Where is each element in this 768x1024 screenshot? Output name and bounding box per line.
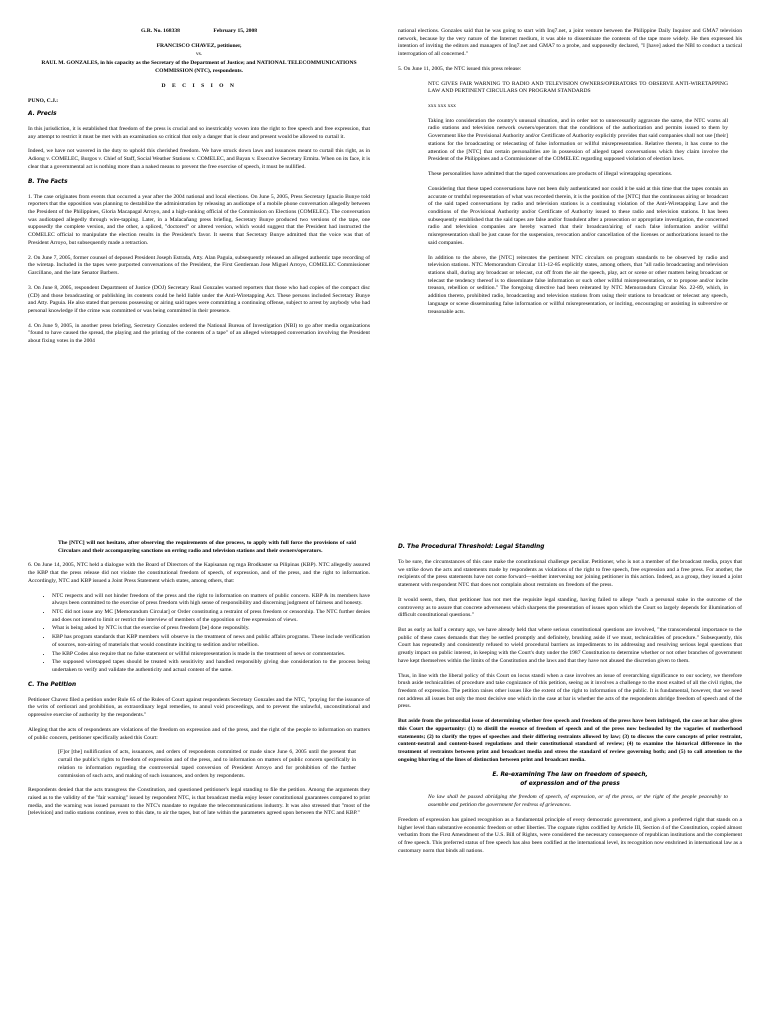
paragraph: 5. On June 11, 2005, the NTC issued this press release: [398,65,522,72]
petitioner-name: FRANCISCO CHAVEZ, petitioner, [156,42,242,49]
press-release-closing: The [NTC] will not hesitate, after observing the requirements of due process, to apply with full force the provisions of said Circulars and their accompanying sanctions on erring radio and television stations and their owners/operators. [58,540,356,554]
paragraph: Indeed, we have not wavered in the duty to uphold this cherished freedom. We have struck down laws and issuances meant to curtail this right, as in Adiong v. COMELEC, Burgos v. Chief of Staff, Social Weather Stations v. COMELEC, and Bayan v. Executive Secretary Ermita. When on its face, it is clear that a governmental act is nothing more than a naked means to prevent the free exercise of speech, it must be nullified. [28,148,370,170]
paragraph: national elections. Gonzales said that he was going to start with Inq7.net, a joint venture between the Philippine Daily Inquirer and GMA7 television network, because by the very nature of the Internet medium, it was able to disseminate the contents of the tape more widely. He then expressed his intention of inviting the editors and managers of Inq7.net and GMA7 to a probe, and supposedly declared, "I [have] asked the NBI to conduct a tactical interrogation of all concerned." [398,28,742,58]
section-d-heading: D. The Procedural Threshold: Legal Standing [398,544,545,550]
decision-heading: D E C I S I O N [161,82,237,89]
joint-statement-list [28,593,370,675]
paragraph: But as early as half a century ago, we have already held that where serious constitutional questions are involved, "the transcendental importance to the public of these cases demands that they be settled promptly and definitely, brushing aside if we must, technicalities of procedure." Subsequently, this Court has repeatedly and consistently refused to wield procedural barriers as impediments to its addressing and resolving serious legal questions that greatly impact on public interest, in keeping with the Court's duty under the 1987 Constitution to determine whether or not other branches of government have kept themselves within the limits of the Constitution and the laws and that they have not abused the discretion given to them. [398,627,742,664]
constitution-quote: No law shall be passed abridging the freedom of speech, of expression, or of the press, or the right of the people peaceably to assemble and petition the government for redress of grievances. [428,794,728,809]
paragraph: Petitioner Chavez filed a petition under Rule 65 of the Rules of Court against respondents Secretary Gonzales and the NTC, "praying for the issuance of the writs of certiorari and prohibition, as extraordinary legal remedies, to annul void proceedings, and to prevent the unlawful, unconstitutional and oppressive exercise of authority by the respondents." [28,696,370,719]
document-page-3 [0,512,384,1024]
paragraph: Freedom of expression has gained recognition as a fundamental principle of every democratic government, and given a preferred right that stands on a higher level than substantive economic freedom or other liberties. The cognate rights codified by Article III, Section 4 of the Constitution, copied almost verbatim from the First Amendment of the U.S. Bill of Rights, were considered the necessary consequence of republican institutions and the complement of free speech. This preferred status of free speech has also been codified at the international level, its recognition now enshrined in international law as a customary norm that binds all nations. [398,816,742,854]
case-header [28,28,370,36]
list-item: • The KBP Codes also require that no false statement or willful misrepresentation is made in the treatment of news or commentaries. [52,651,370,659]
section-c-heading: C. The Petition [28,681,77,688]
versus-label: vs. [195,51,203,58]
paragraph: It would seem, then, that petitioner has not met the requisite legal standing, having failed to allege "such a personal stake in the outcome of the controversy as to assure that concrete adverseness which sharpens the presentation of issues upon which the Court so largely depends for illumination of difficult constitutional questions." [398,596,742,619]
list-item: • What is being asked by NTC is that the exercise of press freedom [be] done responsibly. [52,625,370,633]
section-e-heading: E. Re-examining The law on freedom of speech, [492,771,648,778]
section-e-subheading: of expression and of the press [520,780,620,787]
paragraph: Respondents denied that the acts transgress the Constitution, and questioned petitioner's legal standing to file the petition. Among the arguments they raised as to the validity of the "fair warning" issued by respondent NTC, is that broadcast media enjoy lesser constitutional guarantees compared to print media, and the warning was issued pursuant to the NTC's mandate to regulate the telecommunications industry. It was also stressed that "most of the [television] and radio stations continue, even to this date, to air the tapes, but of late within the parameters agreed upon between the NTC and KBP." [28,787,370,817]
paragraph: 1. The case originates from events that occurred a year after the 2004 national and local elections. On June 5, 2005, Press Secretary Ignacio Bunye told reporters that the opposition was planning to destabilize the administration by releasing an audiotape of a mobile phone conversation allegedly between the President of the Philippines, Gloria Macapagal Arroyo, and a high-ranking official of the Commission on Elections (COMELEC). The conversation was audiotaped allegedly through wire-tapping. Later, in a Malacañang press briefing, Secretary Bunye produced two versions of the tape, one supposedly the complete version, and the other, a spliced, "doctored" or altered version, which would suggest that the President had instructed the COMELEC official to manipulate the election results in the President's favor. It seems that Secretary Bunye admitted that the voice was that of President Arroyo, but subsequently made a retraction. [28,193,370,246]
section-a-heading: A. Precis [28,111,57,118]
case-number: G.R. No. 168338 [140,28,180,34]
press-release-paragraph: Taking into consideration the country's unusual situation, and in order not to unnecessarily aggravate the same, the NTC warns all radio stations and television network owners/operators that the conditions of the authorization and permits issued to them by Government like the Provisional Authority and/or Certificate of Authority explicitly provides that said companies shall not use [their] stations for the broadcasting or telecasting of false information or willful misrepresentation. Relative thereto, it has come to the attention of the [NTC] that certain personalities are in possession of alleged taped conversations which they claim involve the President of the Philippines and a Commissioner of the COMELEC regarding supposed violation of election laws. [428,117,728,163]
list-item: • NTC did not issue any MC [Memorandum Circular] or Order constituting a restraint of press freedom or censorship. The NTC further denies and does not intend to limit or restrict the interview of members of the opposition or free expression of views. [52,609,370,624]
press-release-paragraph: These personalities have admitted that the taped conversations are products of illegal wiretapping operations. [428,171,673,178]
paragraph: 6. On June 14, 2005, NTC held a dialogue with the Board of Directors of the Kapisanan ng mga Brodkaster sa Pilipinas (KBP). NTC allegedly assured the KBP that the press release did not violate the constitutional freedom of speech, of expression, and of the press, and the right to information. Accordingly, NTC and KBP issued a Joint Press Statement which states, among others, that: [28,562,370,584]
paragraph: 4. On June 9, 2005, in another press briefing, Secretary Gonzales ordered the National Bureau of Investigation (NBI) to go after media organizations "found to have caused the spread, the playing and the printing of the contents of a tape" of an alleged wiretapped conversation involving the President about fixing votes in the 2004 [28,322,370,345]
paragraph: 2. On June 7, 2005, former counsel of deposed President Joseph Estrada, Atty. Alan Paguia, subsequently released an alleged authentic tape recording of the wiretap. Included in the tapes were purported conversations of the President, the First Gentleman Jose Miguel Arroyo, COMELEC Commissioner Garcillano, and the late Senator Barbers. [28,254,370,277]
press-release-title: NTC GIVES FAIR WARNING TO RADIO AND TELEVISION OWNERS/OPERATORS TO OBSERVE ANTI-WIRETAPPING LAW AND PERTINENT CIRCULARS ON PROGRAM STANDARDS [428,80,728,95]
list-item: • NTC respects and will not hinder freedom of the press and the right to information on matters of public concern. KBP & its members have always been committed to the exercise of press freedom with high sense of responsibility and discerning judgment of fairness and honesty. [52,593,370,608]
case-date: February 15, 2008 [213,28,258,34]
paragraph: But aside from the primordial issue of determining whether free speech and freedom of the press have been infringed, the case at bar also gives this Court the opportunity: (1) to distill the essence of freedom of speech and of the press now beclouded by the vagaries of motherhood statements; (2) to clarify the types of speeches and their differing restraints allowed by law; (3) to discuss the core concepts of prior restraint, content-neutral and content-based regulations and their constitutional standard of review; (4) to examine the historical difference in the treatment of restraints between print and broadcast media and stress the standard of review governing both; and (5) to call attention to the ongoing blurring of the lines of distinction between print and broadcast media. [398,718,742,763]
paragraph: Alleging that the acts of respondents are violations of the freedom on expression and of the press, and the right of the people to information on matters of public concern, petitioner specifically asked this Court: [28,726,370,741]
press-release-paragraph: In addition to the above, the [NTC] reiterates the pertinent NTC circulars on program standards to be observed by radio and television stations. NTC Memorandum Circular 111-12-85 explicitly states, among others, that "all radio broadcasting and television stations shall, during any broadcast or telecast, cut off from the air the speech, play, act or scene or other matters being broadcast or telecast the tendency thereof is to disseminate false information or such other willful misrepresentation, or to propose and/or incite treason, rebellion or sedition." The foregoing directive had been reiterated by NTC Memorandum Circular No. 22-89, which, in addition thereto, prohibited radio, broadcasting and television stations from using their stations to broadcast or telecast any speech, language or scene disseminating false information or willful misrepresentation, or inciting, encouraging or assisting in subversive or treasonable acts. [428,254,728,315]
press-release-separator: xxx xxx xxx [428,103,456,110]
list-item: • The supposed wiretapped tapes should be treated with sensitivity and handled responsibly giving due consideration to the process being undertaken to verify and validate the authenticity and actual content of the same. [52,659,370,674]
paragraph: 3. On June 8, 2005, respondent Department of Justice (DOJ) Secretary Raul Gonzales warned reporters that those who had copies of the compact disc (CD) and those broadcasting or publishing its contents could be held liable under the Anti-Wiretapping Act. These persons included Secretary Bunye and Atty. Paguia. He also stated that persons possessing or airing said tapes were committing a continuing offense, subject to arrest by anybody who had personal knowledge if the crime was committed or was being committed in their presence. [28,284,370,314]
paragraph: Thus, in line with the liberal policy of this Court on locus standi when a case involves an issue of overarching significance to our society, we therefore brush aside technicalities of procedure and take cognizance of this petition, seeing as it involves a challenge to the most exalted of all the civil rights, the freedom of expression. The petition raises other issues like the extent of the right to information of the public. It is fundamental, however, that we need not address all issues but only the most decisive one which in the case at bar is whether the acts of the respondents abridge freedom of speech and of the press. [398,672,742,710]
paragraph: In this jurisdiction, it is established that freedom of the press is crucial and so inextricably woven into the right to free speech and free expression, that any attempt to restrict it must be met with an examination so critical that only a danger that is clear and present would be allowed to curtail it. [28,126,370,140]
document-page-2 [384,0,768,512]
ponente: PUNO, C.J.: [28,98,59,105]
respondents-names: RAUL M. GONZALES, in his capacity as the Secretary of the Department of Justice; and NATIONAL TELECOMMUNICATIONS COMMISSION (NTC), respondents. [41,60,357,74]
paragraph: To be sure, the circumstances of this case make the constitutional challenge peculiar. Petitioner, who is not a member of the broadcast media, prays that we strike down the acts and statements made by respondents as violations of the right to free speech, free expression and a free press. For another, the recipients of the press statements have not come forward—neither intervening nor joining petitioner in this action. Indeed, as a group, they issued a joint statement with respondent NTC that does not complain about restraints on freedom of the press. [398,558,742,589]
section-b-heading: B. The Facts [28,178,68,185]
document-page-1 [0,0,384,512]
document-page-4 [384,512,768,1024]
press-release-paragraph: Considering that these taped conversations have not been duly authenticated nor could it be said at this time that the tapes contain an accurate or truthful representation of what was recorded therein, it is the position of the [NTC] that the continuous airing or broadcast of the said taped conversations by radio and television stations is a continuing violation of the Anti-Wiretapping Law and the conditions of the Provisional Authority and/or Certificate of Authority issued to these radio and television stations. It has been subsequently established that the said tapes are false and/or fraudulent after a prosecution or appropriate investigation, the concerned radio and television companies are hereby warned that their broadcast/airing of such false information and/or willful misrepresentation shall be just cause for the suspension, revocation and/or cancellation of the licenses or authorizations issued to the said companies. [428,185,728,246]
block-quote: [F]or [the] nullification of acts, issuances, and orders of respondents committed or made since June 6, 2005 until the present that curtail the public's rights to freedom of expression and of the press, and to information on matters of public concern specifically in relation to information regarding the controversial taped conversion of President Arroyo and for prohibition of the further commission of such acts, and making of such issuances, and orders by respondents. [58,749,356,779]
list-item: • KBP has program standards that KBP members will observe in the treatment of news and public affairs programs. These include verification of sources, non-airing of materials that would constitute inciting to sedition and/or rebellion. [52,634,370,649]
